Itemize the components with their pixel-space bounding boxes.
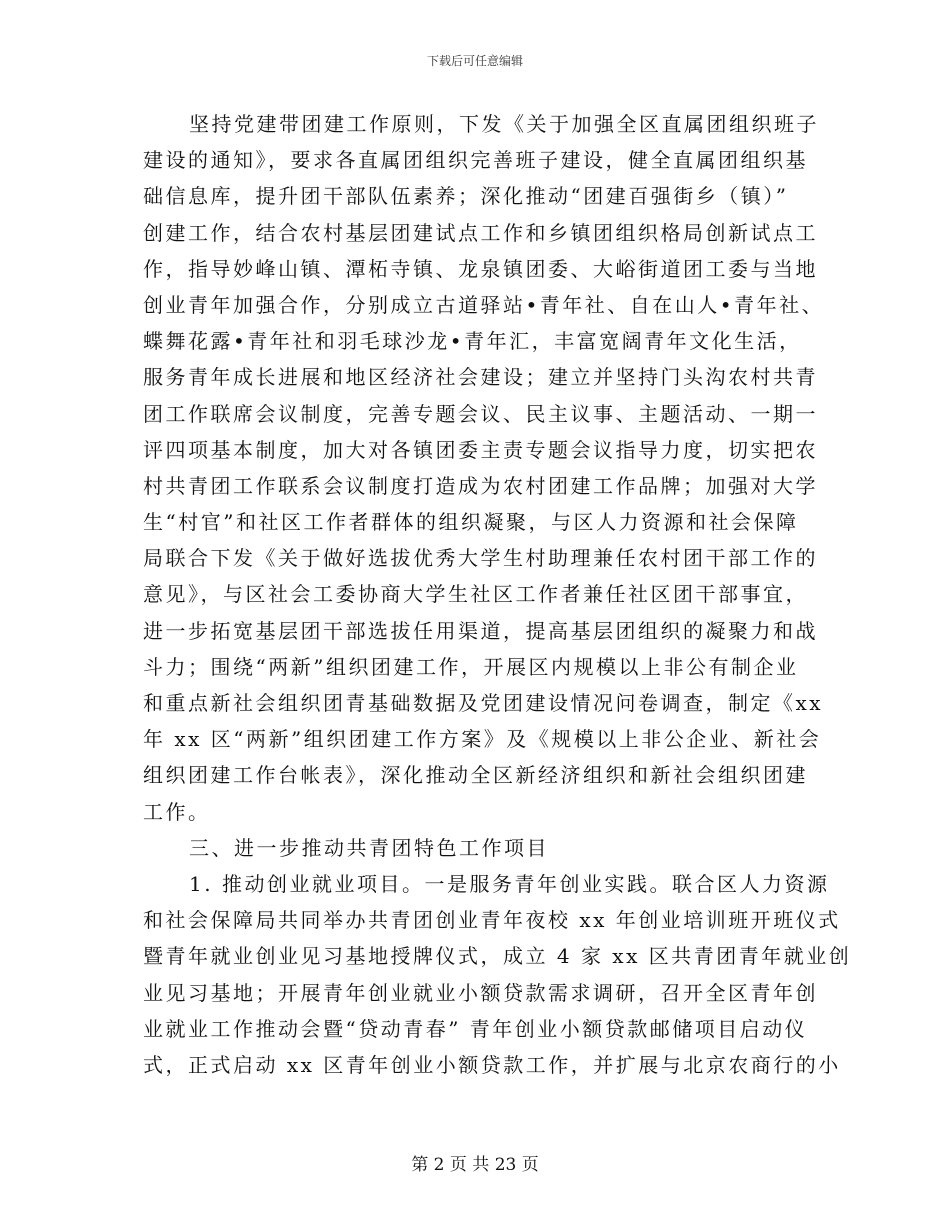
- text-line: 局联合下发《关于做好选拔优秀大学生村助理兼任农村团干部工作的: [143, 546, 818, 571]
- text-line: 团工作联席会议制度，完善专题会议、民主议事、主题活动、一期一: [143, 401, 818, 426]
- text-line: 和社会保障局共同举办共青团创业青年夜校 xx 年创业培训班开班仪式: [143, 908, 841, 933]
- text-line: 进一步拓宽基层团干部选拔任用渠道，提高基层团组织的凝聚力和战: [143, 618, 818, 643]
- text-line: 创建工作，结合农村基层团建试点工作和乡镇团组织格局创新试点工: [143, 220, 818, 245]
- text-line: 工作。: [143, 799, 211, 824]
- text-line: 创业青年加强合作，分别成立古道驿站•青年社、自在山人•青年社、: [143, 292, 825, 317]
- text-line: 业就业工作推动会暨“贷动青春” 青年创业小额贷款邮储项目启动仪: [143, 1016, 808, 1041]
- text-line: 坚持党建带团建工作原则，下发《关于加强全区直属团组织班子: [189, 112, 819, 136]
- text-line: 组织团建工作台帐表》，深化推动全区新经济组织和新社会组织团建: [143, 763, 808, 788]
- text-line: 式，正式启动 xx 区青年创业小额贷款工作，并扩展与北京农商行的小: [143, 1052, 841, 1077]
- text-line: 作，指导妙峰山镇、潭柘寺镇、龙泉镇团委、大峪街道团工委与当地: [143, 256, 818, 281]
- page-footer: 第 2 页 共 23 页: [411, 1155, 539, 1175]
- text-line: 生“村官”和社区工作者群体的组织凝聚，与区人力资源和社会保障: [143, 510, 799, 535]
- text-line: 和重点新社会组织团青基础数据及党团建设情况问卷调查，制定《xx: [143, 691, 824, 715]
- text-line: 评四项基本制度，加大对各镇团委主责专题会议指导力度，切实把农: [143, 437, 818, 462]
- text-line: 暨青年就业创业见习基地授牌仪式，成立 4 家 xx 区共青团青年就业创: [143, 944, 852, 969]
- text-line: 蝶舞花露•青年社和羽毛球沙龙•青年汇，丰富宽阔青年文化生活，: [143, 329, 802, 354]
- text-line: 年 xx 区“两新”组织团建工作方案》及《规模以上非公企业、新社会: [143, 727, 822, 752]
- document-body: [143, 106, 852, 1083]
- text-line: 建设的通知》，要求各直属团组织完善班子建设，健全直属团组织基: [143, 148, 808, 173]
- text-line: 意见》，与区社会工委协商大学生社区工作者兼任社区团干部事宜，: [143, 582, 808, 607]
- paragraph: [143, 866, 852, 1083]
- page-header: 下载后可任意编辑: [426, 54, 523, 68]
- text-line: 业见习基地；开展青年创业就业小额贷款需求调研，召开全区青年创: [143, 980, 818, 1005]
- text-line: 1. 推动创业就业项目。一是服务青年创业实践。联合区人力资源: [189, 871, 830, 896]
- text-line: 村共青团工作联系会议制度打造成为农村团建工作品牌；加强对大学: [143, 473, 818, 498]
- paragraph: [143, 830, 807, 866]
- text-line: 础信息库，提升团干部队伍素养；深化推动“团建百强街乡（镇）”: [143, 184, 789, 209]
- paragraph: [143, 106, 825, 830]
- text-line: 三、进一步推动共青团特色工作项目: [189, 835, 549, 860]
- text-line: 斗力；围绕“两新”组织团建工作，开展区内规模以上非公有制企业: [143, 654, 799, 679]
- text-line: 服务青年成长进展和地区经济社会建设；建立并坚持门头沟农村共青: [143, 365, 818, 390]
